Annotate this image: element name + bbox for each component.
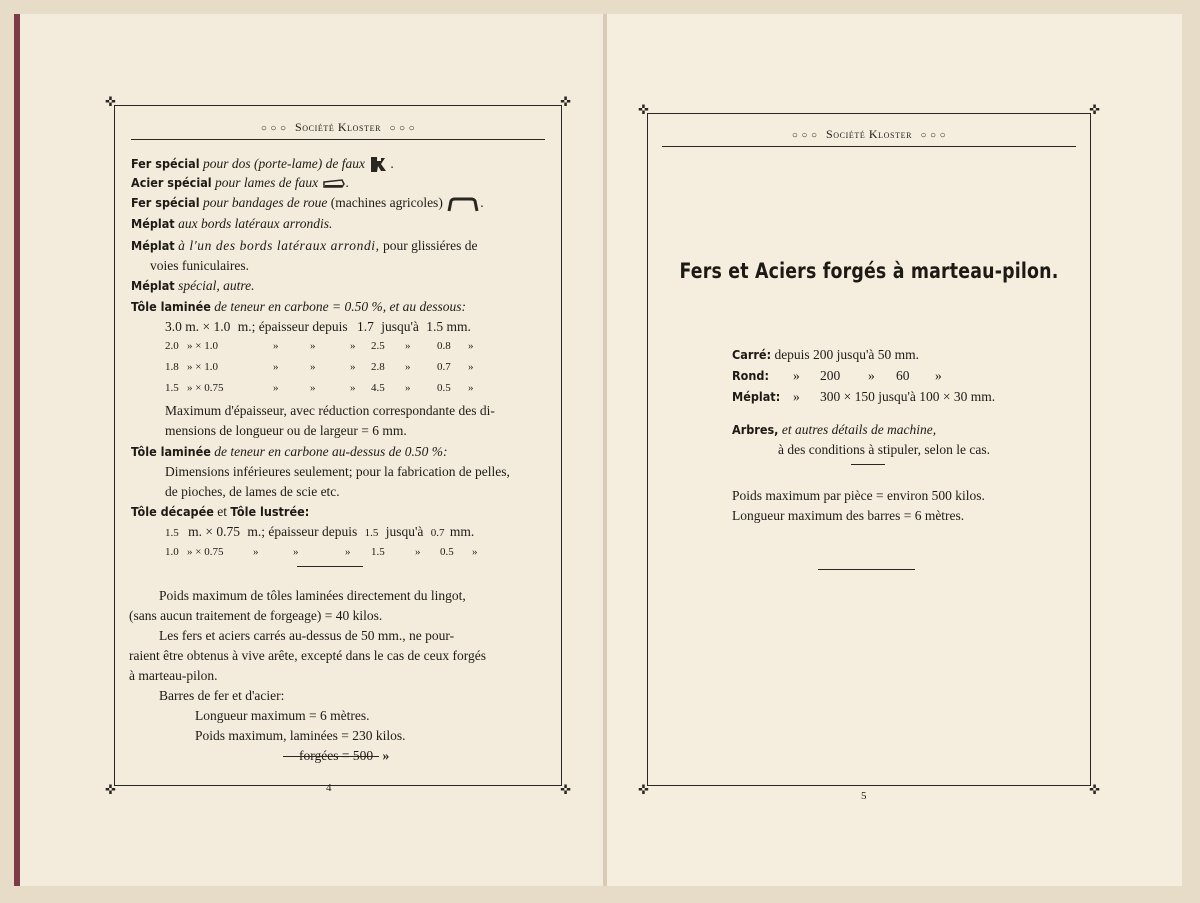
italic-desc: de teneur en carbone = 0.50 %, et au dessous: [214,299,466,314]
paragraph-line: Poids maximum de tôles laminées directement du lingot, [159,588,466,603]
table-cell: 1.5 [165,382,179,394]
paragraph-line: raient être obtenus à vive arête, excepté dans le cas de ceux forgés [129,648,486,663]
bold-term: Méplat [131,278,175,293]
line-tole-decapee [131,504,309,520]
table-cell: 1.5 [364,527,379,539]
table-cell: » [345,546,351,558]
table-cell: 1.7 [356,319,374,334]
plain-text: (machines agricoles) [330,195,443,210]
header-title: Société Kloster [826,127,912,141]
line-tole-laminee-2 [131,444,447,460]
paragraph-line: Longueur maximum des barres = 6 mètres. [732,508,965,523]
table-cell: » × 1.0 [187,361,218,373]
line-meplat [732,389,780,405]
bold-term: Méplat [131,238,175,253]
table-cell: » [310,361,316,373]
table-cell: m.; épaisseur depuis [237,319,348,334]
table-cell: 0.5 [440,546,454,558]
table-cell: » [273,361,279,373]
tole-row [165,319,471,335]
table-cell: 200 [820,368,841,383]
italic-desc: à l'un des bords latéraux arrondi, [178,238,380,253]
left-page [20,14,605,886]
line-meplat-special [131,278,254,294]
paragraph-line: Poids maximum par pièce = environ 500 kilos. [732,488,985,503]
bold-term: Tôle laminée [131,444,211,459]
corner-ornament-icon: ✜ [1089,782,1100,797]
table-cell: » [415,546,421,558]
table-cell: 60 [896,368,910,383]
table-cell: 2.5 [371,340,385,352]
italic-desc: pour bandages de roue [202,195,328,210]
table-cell: 300 × 150 jusqu'à 100 × 30 mm. [820,389,996,404]
italic-desc: aux bords latéraux arrondis. [178,216,333,231]
left-page-frame [105,94,571,797]
paragraph-line: Dimensions inférieures seulement; pour la fabrication de pelles, [165,464,510,479]
porte-lame-profile-icon [368,155,390,175]
blade-profile-icon [322,178,346,190]
plain-text: pour glissiéres de [383,238,478,253]
table-cell: » [935,368,942,383]
table-cell: » [273,382,279,394]
plain-text: et [217,504,227,519]
table-cell: » [293,546,299,558]
table-cell: 2.8 [371,361,385,373]
line-rond [732,368,769,384]
separator-rule [297,566,363,567]
page-number: 5 [861,790,867,802]
table-cell: » [253,546,259,558]
bold-term: Rond: [732,368,769,383]
separator-rule [283,756,379,757]
paragraph-line: Maximum d'épaisseur, avec réduction correspondante des di- [165,403,495,418]
table-cell: 1.5 [165,527,179,539]
italic-desc: pour lames de faux [215,175,319,190]
table-cell: » [468,361,474,373]
tire-profile-icon [446,196,480,212]
header-rule [662,146,1076,147]
paragraph-line: mensions de longueur ou de largeur = 6 mm. [165,423,407,438]
italic-desc: pour dos (porte-lame) de faux [202,156,365,172]
paragraph-line: Poids maximum, laminées = 230 kilos. [195,728,406,743]
line-fer-special-bandages: Fer spécial pour bandages de roue (machines agricoles) . [131,195,484,210]
line-fer-special-dos: Fer spécial pour dos (porte-lame) de faux . [131,155,394,175]
table-cell: » [310,382,316,394]
table-cell: » [310,340,316,352]
table-cell: jusqu'à [381,319,419,334]
corner-ornament-icon: ✜ [105,94,116,109]
table-cell: 0.8 [437,340,451,352]
corner-ornament-icon: ✜ [560,94,571,109]
bold-term: Fer spécial [131,156,200,172]
bold-term: Tôle laminée [131,299,211,314]
right-page-frame [638,102,1100,797]
table-cell: » [468,382,474,394]
corner-ornament-icon: ✜ [638,102,649,117]
plain-text: voies funiculaires. [150,258,249,273]
table-cell: » [468,340,474,352]
bold-term: Méplat: [732,389,781,404]
table-cell: » [350,361,356,373]
line-arbres [732,422,936,438]
table-cell: 0.5 [437,382,451,394]
line-meplat-arrondis [131,216,332,232]
italic-desc: de teneur en carbone au-dessus de 0.50 %: [214,444,448,459]
table-cell: » [273,340,279,352]
table-cell: m. × 0.75 [188,524,240,539]
paragraph-line: Barres de fer et d'acier: [159,688,285,703]
table-cell: 2.0 [165,340,179,352]
paragraph-line: de pioches, de lames de scie etc. [165,484,340,499]
running-header: ○ ○ ○ Société Kloster ○ ○ ○ [791,127,947,141]
italic-desc: spécial, autre. [178,278,255,293]
page-number: 4 [326,782,332,794]
line-acier-special-lames: Acier spécial pour lames de faux . [131,175,349,190]
header-rule [131,139,545,140]
corner-ornament-icon: ✜ [560,782,571,797]
table-cell: » × 0.75 [187,382,224,394]
table-cell: 0.7 [430,527,445,539]
table-cell: » × 1.0 [187,340,218,352]
italic-desc: et autres détails de machine, [781,422,937,437]
line-carre [732,347,919,363]
bold-term: Arbres, [732,422,779,437]
table-cell: 1.8 [165,361,179,373]
table-cell: » [350,340,356,352]
paragraph-line: à des conditions à stipuler, selon le cas. [778,442,991,457]
paragraph-line: forgées = 500 [299,748,374,763]
table-cell: » [472,546,478,558]
table-cell: » [350,382,356,394]
running-header: ○ ○ ○ Société Kloster ○ ○ ○ [260,120,416,134]
table-cell: 3.0 m. × 1.0 [165,319,231,334]
table-cell: 4.5 [371,382,385,394]
table-cell: » [868,368,875,383]
table-cell: » [793,389,800,404]
paragraph-line: Les fers et aciers carrés au-dessus de 50 mm., ne pour- [159,628,455,643]
paragraph-line: Longueur maximum = 6 mètres. [195,708,370,723]
corner-ornament-icon: ✜ [638,782,649,797]
paragraph-line: (sans aucun traitement de forgeage) = 40 kilos. [129,608,383,623]
table-cell: jusqu'à [385,524,424,539]
corner-ornament-icon: ✜ [1089,102,1100,117]
bold-term: Fer spécial [131,195,200,210]
line-meplat-funiculaires [131,238,545,254]
page-title: Fers et Aciers forgés à marteau-pilon. [679,259,1059,283]
table-cell: 1.5 [371,546,385,558]
bold-term: Tôle lustrée: [230,504,310,519]
plain-text: depuis 200 jusqu'à 50 mm. [774,347,919,362]
bold-term: Méplat [131,216,175,231]
separator-rule [818,569,915,570]
bold-term: Carré: [732,347,772,362]
ditto-mark: » [382,748,390,763]
right-page [607,14,1182,886]
line-tole-laminee-1 [131,299,466,315]
bold-term: Tôle décapée [131,504,214,519]
decapee-row [165,524,474,540]
paragraph-line: à marteau-pilon. [129,668,218,683]
table-cell: 1.5 mm. [426,319,471,334]
bold-term: Acier spécial [131,175,212,190]
table-cell: » [405,382,411,394]
table-cell: 1.0 [165,546,179,558]
separator-rule [851,464,885,465]
header-title: Société Kloster [295,120,381,134]
table-cell: » [405,340,411,352]
corner-ornament-icon: ✜ [105,782,116,797]
table-cell: » [405,361,411,373]
table-cell: mm. [449,524,475,539]
table-cell: m.; épaisseur depuis [247,524,358,539]
table-cell: 0.7 [437,361,451,373]
table-cell: » × 0.75 [187,546,224,558]
table-cell: » [793,368,800,383]
